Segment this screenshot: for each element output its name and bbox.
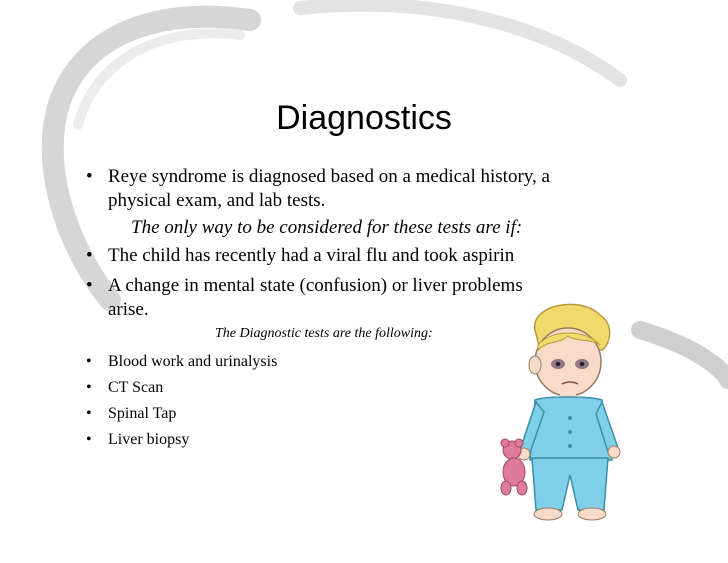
bullet-marker: • bbox=[86, 405, 92, 422]
test-item: Blood work and urinalysis bbox=[108, 353, 278, 370]
bullet-marker: • bbox=[86, 431, 92, 448]
bullet-marker: • bbox=[86, 353, 92, 370]
left-foot bbox=[534, 508, 562, 520]
condition-item: A change in mental state (confusion) or liver problems bbox=[108, 275, 523, 296]
ear bbox=[529, 356, 541, 374]
slide-title: Diagnostics bbox=[276, 99, 452, 137]
test-item: Liver biopsy bbox=[108, 431, 190, 448]
condition-item: The child has recently had a viral flu and took aspirin bbox=[108, 245, 515, 266]
tests-heading: The Diagnostic tests are the following: bbox=[215, 326, 433, 341]
bullet-marker: • bbox=[86, 379, 92, 396]
bullet-marker: • bbox=[86, 245, 93, 266]
intro-line-2: physical exam, and lab tests. bbox=[108, 190, 326, 211]
right-hand bbox=[608, 446, 620, 458]
test-item: Spinal Tap bbox=[108, 405, 177, 422]
sick-child-illustration bbox=[490, 300, 650, 530]
condition-note: The only way to be considered for these tests are if: bbox=[131, 217, 523, 238]
condition-continuation: arise. bbox=[108, 299, 149, 320]
intro-line-1: Reye syndrome is diagnosed based on a medical history, a bbox=[108, 166, 550, 187]
test-item: CT Scan bbox=[108, 379, 164, 396]
bullet-marker: • bbox=[86, 275, 93, 296]
pajama-pants bbox=[532, 458, 608, 510]
right-foot bbox=[578, 508, 606, 520]
bullet-marker: • bbox=[86, 166, 93, 187]
